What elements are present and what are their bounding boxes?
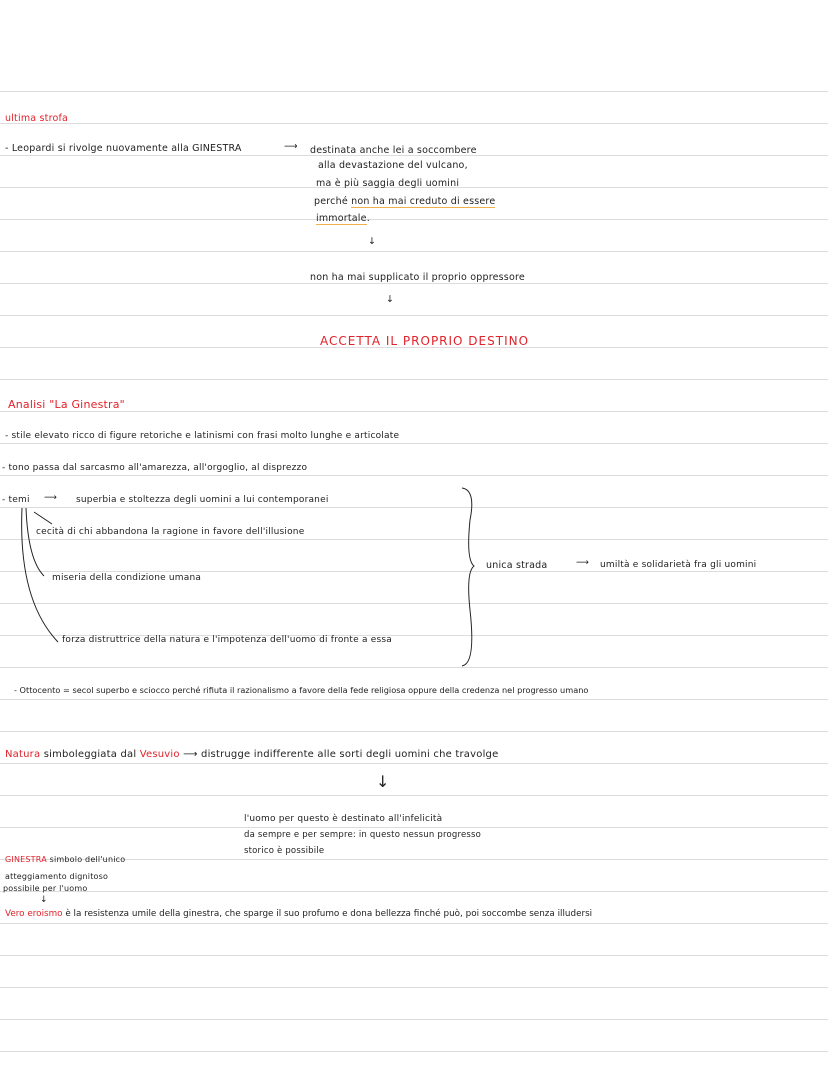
tema-item: superbia e stoltezza degli uomini a lui contemporanei bbox=[76, 495, 329, 505]
heading-ultima-strofa: ultima strofa bbox=[5, 113, 69, 124]
text-line bbox=[316, 213, 370, 224]
arrow-down-icon: ↓ bbox=[368, 236, 377, 247]
text-line: alla devastazione del vulcano, bbox=[318, 160, 468, 171]
bullet-tono: - tono passa dal sarcasmo all'amarezza, all'orgoglio, al disprezzo bbox=[2, 463, 308, 473]
arrow-down-icon: ↓ bbox=[376, 772, 390, 791]
keyword-natura: Natura bbox=[5, 749, 41, 760]
arrow-curve-miseria bbox=[26, 508, 44, 576]
highlight-underline: non ha mai creduto di essere bbox=[351, 196, 496, 207]
text-line: atteggiamento dignitoso bbox=[5, 872, 109, 881]
text-line bbox=[314, 196, 495, 207]
text-perche: perché bbox=[314, 196, 348, 207]
bullet-stile: - stile elevato ricco di figure retoriche e latinismi con frasi molto lunghe e articolate bbox=[5, 431, 400, 441]
arrow-down-icon: ↓ bbox=[386, 294, 395, 305]
text-umilta: umiltà e solidarietà fra gli uomini bbox=[600, 560, 757, 570]
bullet-leopardi: - Leopardi si rivolge nuovamente alla GINESTRA bbox=[5, 143, 242, 154]
text-supplicato: non ha mai supplicato il proprio oppressore bbox=[310, 272, 525, 283]
text-ginestra-line bbox=[5, 855, 125, 864]
text-line: possibile per l'uomo bbox=[3, 884, 88, 893]
text-line: destinata anche lei a soccombere bbox=[310, 145, 477, 156]
arrow-right-icon: ⟶ bbox=[44, 493, 58, 503]
text-line: da sempre e per sempre: in questo nessun progresso bbox=[244, 830, 482, 840]
arrow-right-icon: ⟶ bbox=[183, 749, 198, 760]
text-unica-strada: unica strada bbox=[486, 560, 548, 571]
arrow-down-icon: ↓ bbox=[40, 895, 48, 905]
bullet-ottocento: - Ottocento = secol superbo e sciocco perché rifiuta il razionalismo a favore della fede religiosa oppure della credenza nel progresso umano bbox=[14, 685, 589, 695]
text-vero-eroismo bbox=[5, 909, 592, 919]
arrow-right-icon: ⟶ bbox=[576, 558, 590, 568]
keyword-vesuvio: Vesuvio bbox=[139, 749, 180, 760]
tema-item: forza distruttrice della natura e l'impotenza dell'uomo di fronte a essa bbox=[62, 635, 392, 645]
text-line: ma è più saggia degli uomini bbox=[316, 178, 460, 189]
heading-analisi: Analisi "La Ginestra" bbox=[8, 398, 125, 411]
keyword-ginestra: GINESTRA bbox=[5, 855, 47, 864]
period: . bbox=[366, 213, 370, 224]
highlight-underline: immortale bbox=[316, 213, 367, 224]
text: è la resistenza umile della ginestra, che sparge il suo profumo e dona bellezza finché può, poi soccombe senza illudersi bbox=[65, 909, 593, 919]
arrow-cecita bbox=[34, 512, 52, 524]
tema-item: miseria della condizione umana bbox=[52, 573, 202, 583]
text: simbolo dell'unico bbox=[49, 855, 126, 864]
text: distrugge indifferente alle sorti degli uomini che travolge bbox=[201, 749, 499, 760]
conclusion-accetta-destino: ACCETTA IL PROPRIO DESTINO bbox=[320, 334, 530, 348]
bullet-temi: - temi bbox=[2, 495, 30, 505]
arrow-right-icon: ⟶ bbox=[284, 141, 298, 152]
keyword-vero-eroismo: Vero eroismo bbox=[5, 909, 63, 919]
text: simboleggiata dal bbox=[43, 749, 137, 760]
text-line: l'uomo per questo è destinato all'infelicità bbox=[244, 814, 443, 824]
text-line: storico è possibile bbox=[244, 846, 325, 856]
text-natura-line bbox=[5, 749, 498, 760]
curly-brace bbox=[462, 488, 474, 666]
tema-item: cecità di chi abbandona la ragione in favore dell'illusione bbox=[36, 527, 305, 537]
